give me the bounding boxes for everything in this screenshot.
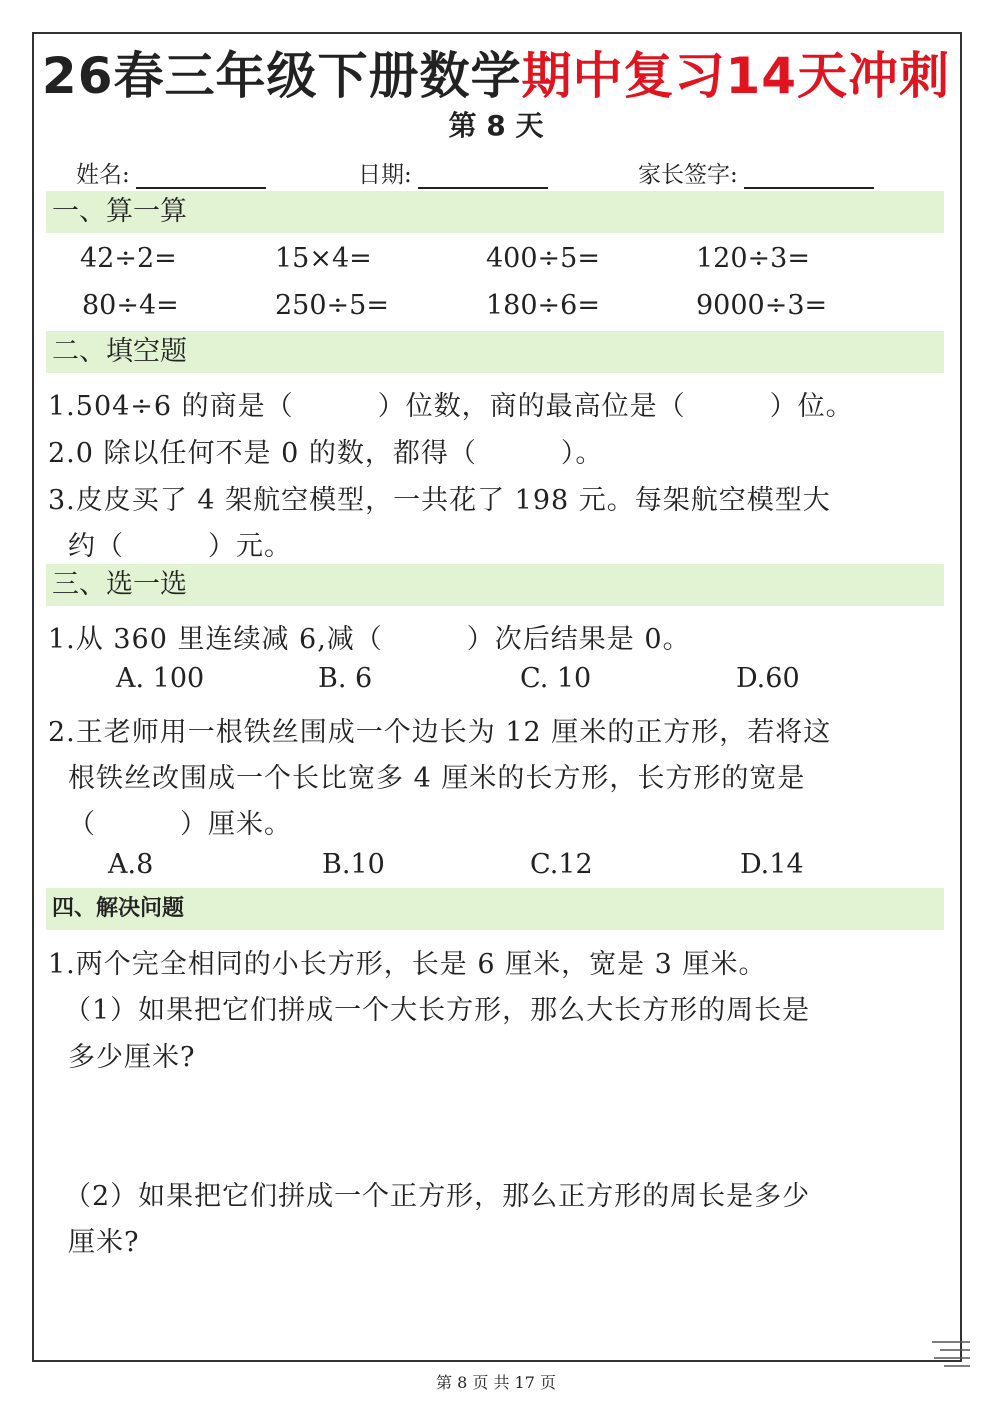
section-fill-header: 二、填空题	[46, 331, 944, 373]
calc-item: 80÷4=	[82, 290, 179, 321]
choose-option[interactable]: B.10	[322, 849, 385, 880]
solve-part-2-cont: 厘米?	[68, 1227, 140, 1258]
section-choose-header: 三、选一选	[46, 564, 944, 606]
name-label: 姓名:	[76, 162, 130, 188]
title-red: 期中复习14天冲刺	[521, 47, 951, 105]
choose-question-1: 1.从 360 里连续减 6,减（ ）次后结果是 0。	[48, 624, 691, 655]
solve-part-2: （2）如果把它们拼成一个正方形，那么正方形的周长是多少	[64, 1181, 811, 1212]
calc-item: 120÷3=	[696, 243, 810, 274]
title-black: 26春三年级下册数学	[41, 47, 522, 105]
fill-question-3-cont: 约（ ）元。	[68, 531, 292, 562]
calc-item: 15×4=	[275, 243, 372, 274]
parent-signature-label: 家长签字:	[638, 162, 738, 188]
day-label: 第 8 天	[448, 109, 544, 142]
solve-question-1: 1.两个完全相同的小长方形，长是 6 厘米，宽是 3 厘米。	[48, 949, 767, 980]
date-field[interactable]	[358, 156, 548, 189]
choose-option[interactable]: C.12	[530, 849, 593, 880]
page-title	[0, 36, 992, 108]
name-field[interactable]	[76, 156, 266, 189]
choose-option[interactable]: D.14	[740, 849, 804, 880]
section-solve-header: 四、解决问题	[46, 888, 944, 930]
fill-question-2: 2.0 除以任何不是 0 的数，都得（ ）。	[48, 438, 604, 469]
calc-item: 180÷6=	[486, 290, 600, 321]
parent-signature-field[interactable]	[638, 156, 874, 189]
section-calc-header: 一、算一算	[46, 191, 944, 233]
choose-question-2-cont: 根铁丝改围成一个长比宽多 4 厘米的长方形，长方形的宽是	[68, 763, 806, 794]
choose-option[interactable]: B. 6	[318, 663, 373, 694]
choose-option[interactable]: D.60	[736, 663, 800, 694]
name-blank[interactable]	[136, 165, 266, 189]
calc-item: 42÷2=	[80, 243, 177, 274]
choose-option[interactable]: A. 100	[116, 663, 205, 694]
calc-item: 9000÷3=	[696, 290, 828, 321]
solve-part-1: （1）如果把它们拼成一个大长方形，那么大长方形的周长是	[64, 995, 811, 1026]
calc-item: 250÷5=	[275, 290, 389, 321]
date-blank[interactable]	[418, 165, 548, 189]
choose-question-2: 2.王老师用一根铁丝围成一个边长为 12 厘米的正方形，若将这	[48, 717, 832, 748]
date-label: 日期:	[358, 162, 412, 188]
page-footer: 第 8 页 共 17 页	[436, 1373, 556, 1392]
choose-option[interactable]: C. 10	[520, 663, 592, 694]
choose-option[interactable]: A.8	[108, 849, 154, 880]
fill-question-3: 3.皮皮买了 4 架航空模型，一共花了 198 元。每架航空模型大	[48, 485, 831, 516]
corner-lines-icon	[930, 1338, 972, 1368]
solve-part-1-cont: 多少厘米?	[68, 1042, 196, 1073]
parent-signature-blank[interactable]	[744, 165, 874, 189]
calc-item: 400÷5=	[486, 243, 600, 274]
fill-question-1: 1.504÷6 的商是（ ）位数，商的最高位是（ ）位。	[48, 391, 854, 422]
choose-question-2-cont2: （ ）厘米。	[68, 809, 292, 840]
